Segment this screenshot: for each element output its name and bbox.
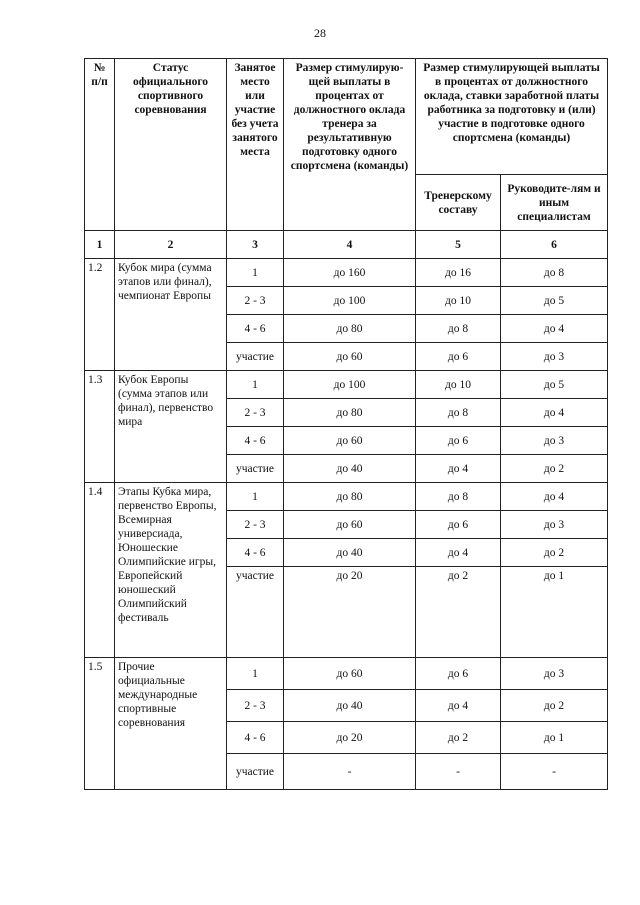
- place-cell: 1: [227, 371, 284, 399]
- coach-percent-cell: до 40: [284, 690, 416, 722]
- place-cell: 2 - 3: [227, 511, 284, 539]
- place-cell: 2 - 3: [227, 690, 284, 722]
- staff-percent-cell: до 2: [416, 567, 501, 658]
- coach-percent-cell: до 100: [284, 287, 416, 315]
- competition-status: Кубок Европы (сумма этапов или финал), первенство мира: [115, 371, 227, 483]
- managers-percent-cell: до 2: [501, 455, 608, 483]
- managers-percent-cell: до 2: [501, 690, 608, 722]
- place-cell: участие: [227, 455, 284, 483]
- managers-percent-cell: до 1: [501, 722, 608, 754]
- managers-percent-cell: до 5: [501, 371, 608, 399]
- managers-percent-cell: до 4: [501, 315, 608, 343]
- column-number: 6: [501, 231, 608, 259]
- staff-percent-cell: до 8: [416, 399, 501, 427]
- coach-percent-cell: до 40: [284, 539, 416, 567]
- managers-percent-cell: до 5: [501, 287, 608, 315]
- coach-percent-cell: до 100: [284, 371, 416, 399]
- header-place: Занятое место или участие без учета занятого места: [227, 59, 284, 231]
- page-number: 28: [314, 26, 326, 40]
- place-cell: участие: [227, 567, 284, 658]
- staff-percent-cell: до 6: [416, 343, 501, 371]
- coach-percent-cell: до 20: [284, 567, 416, 658]
- table-row: [85, 259, 608, 287]
- coach-percent-cell: до 160: [284, 259, 416, 287]
- place-cell: 2 - 3: [227, 287, 284, 315]
- competition-status: Прочие официальные международные спортивные соревнования: [115, 658, 227, 790]
- staff-percent-cell: до 16: [416, 259, 501, 287]
- table-row: [85, 658, 608, 690]
- row-index: 1.5: [85, 658, 115, 790]
- place-cell: 1: [227, 483, 284, 511]
- managers-percent-cell: -: [501, 754, 608, 790]
- managers-percent-cell: до 8: [501, 259, 608, 287]
- coach-percent-cell: до 60: [284, 511, 416, 539]
- staff-percent-cell: до 2: [416, 722, 501, 754]
- table-row: [85, 483, 608, 511]
- place-cell: участие: [227, 754, 284, 790]
- header-coaching-staff: Тренерскому составу: [416, 175, 501, 231]
- column-number: 4: [284, 231, 416, 259]
- header-managers: Руководите-лям и иным специалистам: [501, 175, 608, 231]
- place-cell: 1: [227, 658, 284, 690]
- staff-percent-cell: до 6: [416, 511, 501, 539]
- bonus-table: [84, 58, 608, 790]
- header-status: Статус официального спортивного соревнования: [115, 59, 227, 231]
- place-cell: 4 - 6: [227, 539, 284, 567]
- staff-percent-cell: до 4: [416, 690, 501, 722]
- staff-percent-cell: до 4: [416, 539, 501, 567]
- managers-percent-cell: до 1: [501, 567, 608, 658]
- row-index: 1.2: [85, 259, 115, 371]
- competition-status: Кубок мира (сумма этапов или финал), чемпионат Европы: [115, 259, 227, 371]
- header-coach-percent: Размер стимулирую-щей выплаты в процентах от должностного оклада тренера за результативную подготовку одного спортсмена (команды): [284, 59, 416, 231]
- header-group-percent: Размер стимулирующей выплаты в процентах от должностного оклада, ставки заработной платы работника за подготовку и (или) участие в подготовке одного спортсмена (команды): [416, 59, 608, 175]
- row-index: 1.4: [85, 483, 115, 658]
- coach-percent-cell: до 60: [284, 343, 416, 371]
- header-num: № п/п: [85, 59, 115, 231]
- coach-percent-cell: до 80: [284, 483, 416, 511]
- coach-percent-cell: до 40: [284, 455, 416, 483]
- staff-percent-cell: до 6: [416, 427, 501, 455]
- staff-percent-cell: до 8: [416, 315, 501, 343]
- managers-percent-cell: до 2: [501, 539, 608, 567]
- place-cell: 4 - 6: [227, 315, 284, 343]
- competition-status: Этапы Кубка мира, первенство Европы, Всемирная универсиада, Юношеские Олимпийские игры, Европейский юношеский Олимпийский фестиваль: [115, 483, 227, 658]
- managers-percent-cell: до 4: [501, 483, 608, 511]
- column-number: 3: [227, 231, 284, 259]
- coach-percent-cell: до 80: [284, 399, 416, 427]
- staff-percent-cell: до 4: [416, 455, 501, 483]
- place-cell: участие: [227, 343, 284, 371]
- place-cell: 4 - 6: [227, 427, 284, 455]
- row-index: 1.3: [85, 371, 115, 483]
- column-number: 1: [85, 231, 115, 259]
- place-cell: 4 - 6: [227, 722, 284, 754]
- table-row: [85, 371, 608, 399]
- managers-percent-cell: до 3: [501, 658, 608, 690]
- coach-percent-cell: до 80: [284, 315, 416, 343]
- column-number: 2: [115, 231, 227, 259]
- place-cell: 2 - 3: [227, 399, 284, 427]
- coach-percent-cell: до 60: [284, 658, 416, 690]
- column-number: 5: [416, 231, 501, 259]
- coach-percent-cell: до 20: [284, 722, 416, 754]
- staff-percent-cell: до 8: [416, 483, 501, 511]
- managers-percent-cell: до 3: [501, 427, 608, 455]
- place-cell: 1: [227, 259, 284, 287]
- managers-percent-cell: до 3: [501, 343, 608, 371]
- coach-percent-cell: до 60: [284, 427, 416, 455]
- coach-percent-cell: -: [284, 754, 416, 790]
- managers-percent-cell: до 3: [501, 511, 608, 539]
- staff-percent-cell: до 10: [416, 287, 501, 315]
- managers-percent-cell: до 4: [501, 399, 608, 427]
- staff-percent-cell: до 10: [416, 371, 501, 399]
- staff-percent-cell: до 6: [416, 658, 501, 690]
- staff-percent-cell: -: [416, 754, 501, 790]
